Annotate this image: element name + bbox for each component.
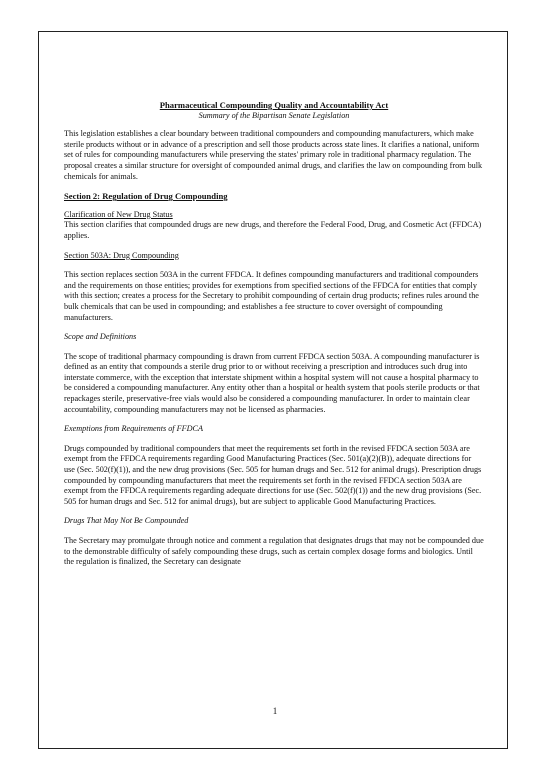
- section-503a-paragraph: This section replaces section 503A in the current FFDCA. It defines compounding manufacturers and traditional compounders and the requirements on those entities; provides for exemptions from specified sections of the FFDCA for entities that comply with this section; creates a process for the Secretary to prohibit compounding of certain drug products; refines rules around the bulk chemicals that can be used in compounding; and establishes a fee structure to cover oversight of compounding manufacturers.: [64, 270, 479, 322]
- scope-heading: Scope and Definitions: [64, 332, 137, 342]
- not-compounded-paragraph: The Secretary may promulgate through notice and comment a regulation that designates drugs that may not be compounded due to the demonstrable difficulty of safely compounding these drugs, such as certain complex dosage forms and biologics. Until the regulation is finalized, the Secretary can designate: [64, 536, 484, 567]
- exemptions-heading: Exemptions from Requirements of FFDCA: [64, 424, 204, 434]
- section-503a-heading: Section 503A: Drug Compounding: [64, 250, 179, 260]
- exemptions-paragraph: Drugs compounded by traditional compounders that meet the requirements set forth in the revised FFDCA section 503A are exempt from the FFDCA requirements regarding Good Manufacturing Practices (Sec. 501(a)(2)(B)), adequate directions for use (Sec. 502(f)(1)), and the new drug provisions (Sec. 505 for human drugs and Sec. 512 for animal drugs). Prescription drugs compounded by compounding manufacturers that meet the requirements set forth in the revised FFDCA section 503A are exempt from the FFDCA requirements regarding adequate directions for use (Sec. 502(f)(1)) and the new drug provisions (Sec. 505 for human drugs and Sec. 512 for animal drugs), but are subject to applicable Good Manufacturing Practices.: [64, 443, 482, 506]
- clarification-paragraph: This section clarifies that compounded drugs are new drugs, and therefore the Federal Food, Drug, and Cosmetic Act (FFDCA) applies.: [64, 220, 482, 240]
- page-number: 1: [272, 706, 278, 716]
- document-title: Pharmaceutical Compounding Quality and Accountability Act: [159, 100, 389, 110]
- document-subtitle: Summary of the Bipartisan Senate Legislation: [198, 110, 350, 120]
- document-body: [64, 100, 484, 577]
- not-compounded-heading: Drugs That May Not Be Compounded: [64, 516, 189, 526]
- clarification-heading: Clarification of New Drug Status: [64, 209, 173, 219]
- scope-paragraph: The scope of traditional pharmacy compounding is drawn from current FFDCA section 503A. A compounding manufacturer is defined as an entity that compounds a sterile drug prior to or without receiving a prescription and introduces such drug into interstate commerce, with the exception that interstate shipment within a hospital system will not cause a hospital pharmacy to be considered a compounding manufacturer. Any entity other than a hospital or health system that pools sterile products or that repackages sterile, preservative-free vials would also be considered a compounding manufacturer. In order to maintain clear accountability, compounding manufacturers may not be licensed as pharmacies.: [64, 351, 480, 414]
- section-2-heading: Section 2: Regulation of Drug Compounding: [64, 191, 228, 202]
- intro-paragraph: This legislation establishes a clear boundary between traditional compounders and compounding manufacturers, which make sterile products without or in advance of a prescription and sell those products across state lines. It clarifies a national, uniform set of rules for compounding manufacturers while preserving the states' primary role in traditional pharmacy regulation. The proposal creates a similar structure for oversight of compounded animal drugs, and clarifies the law on compounding from bulk chemicals for animals.: [64, 129, 483, 181]
